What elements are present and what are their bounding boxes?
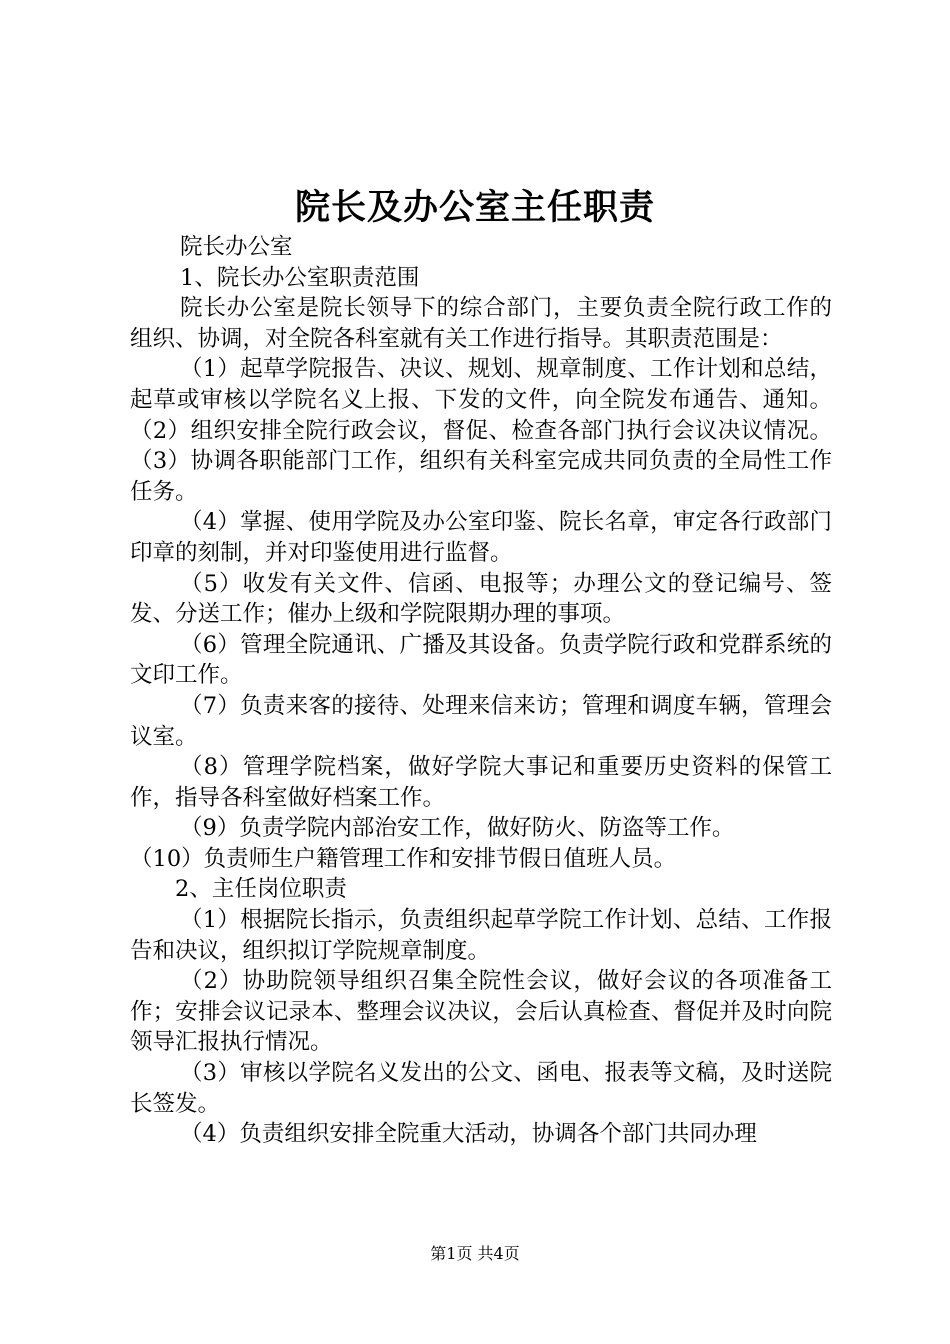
paragraph: （2）协助院领导组织召集全院性会议，做好会议的各项准备工作；安排会议记录本、整理会议决议，会后认真检查、督促并及时向院领导汇报执行情况。 <box>130 968 832 1056</box>
paragraph: （8）管理学院档案，做好学院大事记和重要历史资料的保管工作，指导各科室做好档案工作。 <box>130 754 832 811</box>
paragraph: （6）管理全院通讯、广播及其设备。负责学院行政和党群系统的文印工作。 <box>130 631 832 689</box>
paragraph: （3）审核以学院名义发出的公文、函电、报表等文稿，及时送院长签发。 <box>130 1060 832 1117</box>
paragraph: （4）掌握、使用学院及办公室印鉴、院长名章，审定各行政部门印章的刻制，并对印鉴使用进行监督。 <box>130 509 832 566</box>
section-heading: 1、院长办公室职责范围 <box>180 264 420 291</box>
section-heading: 2、主任岗位职责 <box>175 876 347 903</box>
document-body <box>130 232 832 1150</box>
paragraph: （9）负责学院内部治安工作，做好防火、防盗等工作。 <box>180 815 735 842</box>
document-title: 院长及办公室主任职责 <box>294 187 655 228</box>
paragraph: （7）负责来客的接待、处理来信来访；管理和调度车辆，管理会议室。 <box>130 692 832 750</box>
page-number: 第1页 共4页 <box>430 1244 520 1263</box>
paragraph: （1）根据院长指示，负责组织起草学院工作计划、总结、工作报告和决议，组织拟订学院规章制度。 <box>130 907 832 964</box>
paragraph: （1）起草学院报告、决议、规划、规章制度、工作计划和总结，起草或审核以学院名义上报、下发的文件，向全院发布通告、通知。（2）组织安排全院行政会议，督促、检查各部门执行会议决议情况。（3）协调各职能部门工作，组织有关科室完成共同负责的全局性工作任务。 <box>130 356 832 505</box>
paragraph: （10）负责师生户籍管理工作和安排节假日值班人员。 <box>130 845 677 872</box>
paragraph: （5）收发有关文件、信函、电报等；办理公文的登记编号、签发、分送工作；催办上级和学院限期办理的事项。 <box>130 570 832 628</box>
paragraph: 院长办公室是院长领导下的综合部门，主要负责全院行政工作的组织、协调，对全院各科室就有关工作进行指导。其职责范围是： <box>130 295 832 352</box>
paragraph: （4）负责组织安排全院重大活动，协调各个部门共同办理 <box>180 1121 757 1148</box>
section-label: 院长办公室 <box>180 234 293 260</box>
